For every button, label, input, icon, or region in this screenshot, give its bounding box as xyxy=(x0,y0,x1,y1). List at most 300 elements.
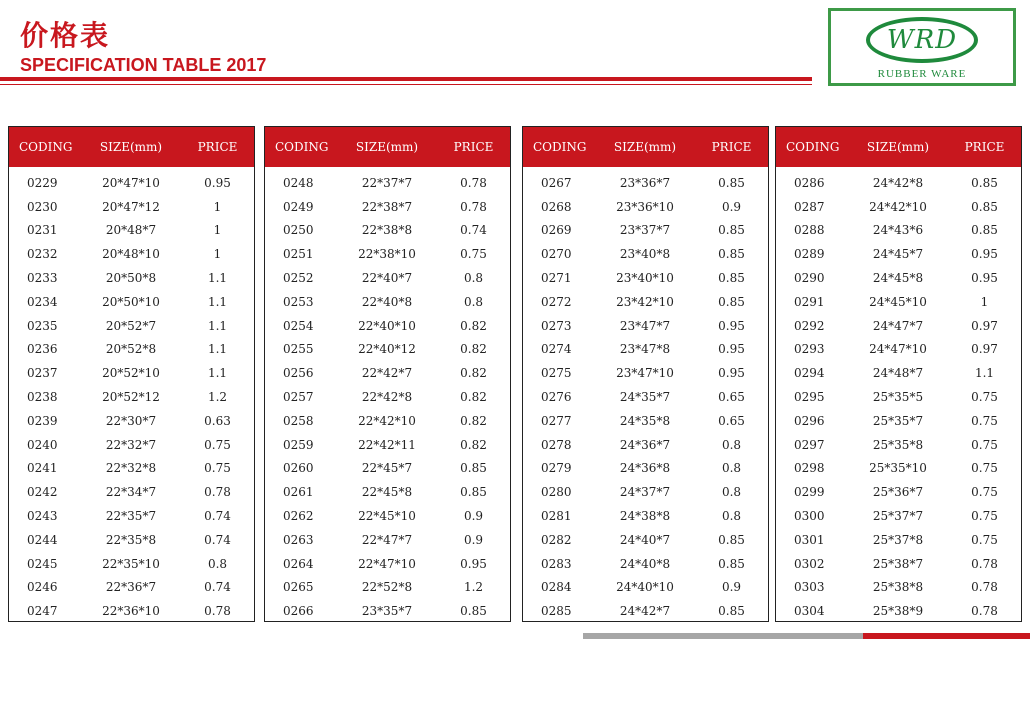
price-cell: 0.75 xyxy=(971,485,998,500)
price-cell: 0.82 xyxy=(460,366,487,381)
price-cell: 0.85 xyxy=(718,556,745,571)
size-cell: 24*48*7 xyxy=(872,366,924,381)
size-cell: 24*45*8 xyxy=(872,271,924,286)
size-cell: 22*47*10 xyxy=(358,556,416,571)
table-row xyxy=(776,266,1021,290)
price-cell: 0.85 xyxy=(718,223,745,238)
coding-cell: 0256 xyxy=(283,366,314,381)
price-cell: 0.85 xyxy=(718,532,745,547)
size-cell: 20*47*10 xyxy=(102,175,160,190)
column-header-price: PRICE xyxy=(964,140,1005,154)
price-table-4 xyxy=(775,126,1022,622)
price-cell: 0.85 xyxy=(460,604,487,619)
price-cell: 0.78 xyxy=(971,580,998,595)
table-row xyxy=(265,338,510,362)
footer-bar-gray xyxy=(583,633,863,639)
size-cell: 24*36*7 xyxy=(619,437,671,452)
price-cell: 0.75 xyxy=(204,437,231,452)
price-cell: 0.8 xyxy=(721,485,742,500)
table-row xyxy=(265,361,510,385)
size-cell: 23*36*7 xyxy=(619,175,671,190)
price-cell: 0.65 xyxy=(718,413,745,428)
price-cell: 0.8 xyxy=(207,556,228,571)
size-cell: 23*47*8 xyxy=(619,342,671,357)
coding-cell: 0283 xyxy=(541,556,572,571)
coding-cell: 0246 xyxy=(27,580,58,595)
size-cell: 22*40*7 xyxy=(361,271,413,286)
size-cell: 22*34*7 xyxy=(105,485,157,500)
table-row xyxy=(776,409,1021,433)
column-header-size: SIZE(mm) xyxy=(613,140,677,154)
logo-mark: WRD xyxy=(886,25,958,55)
price-cell: 0.95 xyxy=(204,175,231,190)
table-row xyxy=(265,266,510,290)
table-row xyxy=(523,385,768,409)
size-cell: 24*40*8 xyxy=(619,556,671,571)
size-cell: 22*45*8 xyxy=(361,485,413,500)
price-cell: 0.78 xyxy=(204,485,231,500)
table-row xyxy=(523,242,768,266)
coding-cell: 0245 xyxy=(27,556,58,571)
size-cell: 25*37*7 xyxy=(872,509,924,524)
price-table-1 xyxy=(8,126,255,622)
coding-cell: 0302 xyxy=(794,556,825,571)
price-cell: 1.2 xyxy=(207,390,228,405)
table-row xyxy=(9,457,254,481)
size-cell: 24*42*10 xyxy=(869,199,927,214)
table-row xyxy=(9,219,254,243)
table-row xyxy=(265,409,510,433)
table-row xyxy=(776,195,1021,219)
size-cell: 24*42*7 xyxy=(619,604,671,619)
price-cell: 0.85 xyxy=(971,175,998,190)
table-row xyxy=(523,528,768,552)
price-cell: 1 xyxy=(213,223,222,238)
table-row xyxy=(523,195,768,219)
coding-cell: 0254 xyxy=(283,318,314,333)
size-cell: 25*35*10 xyxy=(869,461,927,476)
coding-cell: 0244 xyxy=(27,532,58,547)
size-cell: 24*35*8 xyxy=(619,413,671,428)
price-table-2 xyxy=(264,126,511,622)
size-cell: 22*38*10 xyxy=(358,247,416,262)
size-cell: 22*37*7 xyxy=(361,175,413,190)
table-row xyxy=(523,480,768,504)
price-cell: 0.78 xyxy=(460,199,487,214)
size-cell: 22*42*11 xyxy=(358,437,416,452)
price-cell: 0.85 xyxy=(718,294,745,309)
table-body xyxy=(523,167,768,623)
price-cell: 0.97 xyxy=(971,342,998,357)
table-row xyxy=(9,433,254,457)
table-row xyxy=(776,171,1021,195)
size-cell: 20*48*10 xyxy=(102,247,160,262)
table-header xyxy=(9,127,254,167)
coding-cell: 0237 xyxy=(27,366,58,381)
column-header-coding: CODING xyxy=(19,140,73,154)
price-cell: 1.1 xyxy=(207,342,228,357)
coding-cell: 0238 xyxy=(27,390,58,405)
table-row xyxy=(776,504,1021,528)
size-cell: 24*35*7 xyxy=(619,390,671,405)
price-cell: 1 xyxy=(980,294,989,309)
price-cell: 0.82 xyxy=(460,390,487,405)
coding-cell: 0301 xyxy=(794,532,825,547)
column-header-coding: CODING xyxy=(533,140,587,154)
price-cell: 0.85 xyxy=(460,485,487,500)
logo-subtitle: RUBBER WARE xyxy=(877,68,967,80)
size-cell: 24*40*10 xyxy=(616,580,674,595)
table-row xyxy=(9,576,254,600)
size-cell: 25*35*8 xyxy=(872,437,924,452)
price-cell: 0.97 xyxy=(971,318,998,333)
coding-cell: 0278 xyxy=(541,437,572,452)
table-row xyxy=(523,599,768,623)
price-cell: 0.78 xyxy=(971,604,998,619)
coding-cell: 0273 xyxy=(541,318,572,333)
coding-cell: 0265 xyxy=(283,580,314,595)
size-cell: 22*40*10 xyxy=(358,318,416,333)
price-cell: 0.85 xyxy=(718,271,745,286)
coding-cell: 0289 xyxy=(794,247,825,262)
table-row xyxy=(523,266,768,290)
price-cell: 0.75 xyxy=(971,461,998,476)
size-cell: 22*42*8 xyxy=(361,390,413,405)
size-cell: 20*50*10 xyxy=(102,294,160,309)
table-body xyxy=(9,167,254,623)
price-cell: 0.9 xyxy=(721,199,742,214)
price-cell: 1.1 xyxy=(207,294,228,309)
coding-cell: 0267 xyxy=(541,175,572,190)
price-table-3 xyxy=(522,126,769,622)
price-cell: 0.95 xyxy=(718,342,745,357)
size-cell: 22*42*10 xyxy=(358,413,416,428)
column-header-price: PRICE xyxy=(197,140,238,154)
table-row xyxy=(265,576,510,600)
price-cell: 0.75 xyxy=(971,413,998,428)
column-header-coding: CODING xyxy=(275,140,329,154)
size-cell: 24*47*7 xyxy=(872,318,924,333)
coding-cell: 0266 xyxy=(283,604,314,619)
table-row xyxy=(776,599,1021,623)
size-cell: 25*37*8 xyxy=(872,532,924,547)
table-row xyxy=(776,528,1021,552)
price-cell: 0.78 xyxy=(971,556,998,571)
coding-cell: 0233 xyxy=(27,271,58,286)
coding-cell: 0239 xyxy=(27,413,58,428)
table-row xyxy=(265,171,510,195)
coding-cell: 0248 xyxy=(283,175,314,190)
price-cell: 0.8 xyxy=(721,509,742,524)
logo-oval xyxy=(866,17,978,63)
price-cell: 0.95 xyxy=(460,556,487,571)
size-cell: 22*38*7 xyxy=(361,199,413,214)
header-rule xyxy=(0,77,812,81)
table-header xyxy=(776,127,1021,167)
table-row xyxy=(776,219,1021,243)
coding-cell: 0241 xyxy=(27,461,58,476)
coding-cell: 0268 xyxy=(541,199,572,214)
size-cell: 24*45*7 xyxy=(872,247,924,262)
table-row xyxy=(265,290,510,314)
coding-cell: 0277 xyxy=(541,413,572,428)
table-row xyxy=(9,266,254,290)
size-cell: 22*35*10 xyxy=(102,556,160,571)
table-row xyxy=(776,338,1021,362)
table-row xyxy=(9,385,254,409)
price-cell: 0.95 xyxy=(718,318,745,333)
price-cell: 1.1 xyxy=(207,366,228,381)
coding-cell: 0242 xyxy=(27,485,58,500)
size-cell: 22*38*8 xyxy=(361,223,413,238)
coding-cell: 0279 xyxy=(541,461,572,476)
coding-cell: 0260 xyxy=(283,461,314,476)
price-cell: 0.74 xyxy=(204,509,231,524)
price-cell: 0.85 xyxy=(460,461,487,476)
price-cell: 1.2 xyxy=(463,580,484,595)
table-row xyxy=(9,552,254,576)
table-row xyxy=(523,314,768,338)
coding-cell: 0243 xyxy=(27,509,58,524)
coding-cell: 0230 xyxy=(27,199,58,214)
coding-cell: 0234 xyxy=(27,294,58,309)
column-header-coding: CODING xyxy=(786,140,840,154)
size-cell: 23*47*7 xyxy=(619,318,671,333)
price-cell: 0.8 xyxy=(721,461,742,476)
size-cell: 25*38*9 xyxy=(872,604,924,619)
footer-bar-red xyxy=(863,633,1030,639)
table-row xyxy=(523,433,768,457)
size-cell: 24*40*7 xyxy=(619,532,671,547)
price-cell: 0.78 xyxy=(204,604,231,619)
price-cell: 0.75 xyxy=(971,532,998,547)
table-row xyxy=(523,504,768,528)
coding-cell: 0292 xyxy=(794,318,825,333)
table-row xyxy=(776,552,1021,576)
table-row xyxy=(9,480,254,504)
size-cell: 20*52*12 xyxy=(102,390,160,405)
table-row xyxy=(9,171,254,195)
coding-cell: 0284 xyxy=(541,580,572,595)
price-cell: 0.8 xyxy=(463,271,484,286)
size-cell: 20*50*8 xyxy=(105,271,157,286)
coding-cell: 0255 xyxy=(283,342,314,357)
coding-cell: 0240 xyxy=(27,437,58,452)
size-cell: 23*37*7 xyxy=(619,223,671,238)
coding-cell: 0251 xyxy=(283,247,314,262)
price-cell: 0.63 xyxy=(204,413,231,428)
coding-cell: 0304 xyxy=(794,604,825,619)
size-cell: 20*47*12 xyxy=(102,199,160,214)
coding-cell: 0235 xyxy=(27,318,58,333)
coding-cell: 0263 xyxy=(283,532,314,547)
price-cell: 0.75 xyxy=(971,509,998,524)
coding-cell: 0259 xyxy=(283,437,314,452)
size-cell: 23*36*10 xyxy=(616,199,674,214)
table-row xyxy=(9,361,254,385)
size-cell: 25*38*7 xyxy=(872,556,924,571)
table-row xyxy=(523,219,768,243)
size-cell: 24*47*10 xyxy=(869,342,927,357)
price-cell: 1 xyxy=(213,199,222,214)
table-row xyxy=(265,219,510,243)
price-cell: 0.9 xyxy=(463,509,484,524)
price-cell: 0.75 xyxy=(971,390,998,405)
coding-cell: 0282 xyxy=(541,532,572,547)
size-cell: 25*36*7 xyxy=(872,485,924,500)
table-row xyxy=(776,361,1021,385)
table-row xyxy=(9,195,254,219)
coding-cell: 0285 xyxy=(541,604,572,619)
coding-cell: 0281 xyxy=(541,509,572,524)
size-cell: 22*35*8 xyxy=(105,532,157,547)
coding-cell: 0275 xyxy=(541,366,572,381)
size-cell: 24*43*6 xyxy=(872,223,924,238)
price-cell: 0.95 xyxy=(718,366,745,381)
size-cell: 23*40*10 xyxy=(616,271,674,286)
table-header xyxy=(265,127,510,167)
size-cell: 25*35*7 xyxy=(872,413,924,428)
size-cell: 24*38*8 xyxy=(619,509,671,524)
coding-cell: 0258 xyxy=(283,413,314,428)
table-row xyxy=(9,314,254,338)
size-cell: 25*35*5 xyxy=(872,390,924,405)
size-cell: 20*52*8 xyxy=(105,342,157,357)
price-cell: 0.9 xyxy=(721,580,742,595)
table-row xyxy=(265,242,510,266)
coding-cell: 0231 xyxy=(27,223,58,238)
price-cell: 0.82 xyxy=(460,437,487,452)
coding-cell: 0232 xyxy=(27,247,58,262)
size-cell: 20*48*7 xyxy=(105,223,157,238)
table-row xyxy=(9,338,254,362)
coding-cell: 0261 xyxy=(283,485,314,500)
size-cell: 22*36*7 xyxy=(105,580,157,595)
size-cell: 20*52*10 xyxy=(102,366,160,381)
coding-cell: 0300 xyxy=(794,509,825,524)
table-row xyxy=(523,552,768,576)
coding-cell: 0276 xyxy=(541,390,572,405)
table-row xyxy=(9,409,254,433)
table-header xyxy=(523,127,768,167)
size-cell: 24*36*8 xyxy=(619,461,671,476)
price-cell: 0.74 xyxy=(460,223,487,238)
size-cell: 23*47*10 xyxy=(616,366,674,381)
size-cell: 22*32*8 xyxy=(105,461,157,476)
coding-cell: 0280 xyxy=(541,485,572,500)
size-cell: 24*45*10 xyxy=(869,294,927,309)
header-rule-thin xyxy=(0,84,812,85)
coding-cell: 0291 xyxy=(794,294,825,309)
table-body xyxy=(776,167,1021,623)
table-row xyxy=(523,409,768,433)
table-row xyxy=(9,599,254,623)
size-cell: 22*40*8 xyxy=(361,294,413,309)
size-cell: 22*47*7 xyxy=(361,532,413,547)
column-header-price: PRICE xyxy=(711,140,752,154)
page-subtitle: SPECIFICATION TABLE 2017 xyxy=(20,55,267,75)
column-header-price: PRICE xyxy=(453,140,494,154)
table-row xyxy=(776,480,1021,504)
price-cell: 0.9 xyxy=(463,532,484,547)
size-cell: 22*45*7 xyxy=(361,461,413,476)
price-cell: 0.8 xyxy=(721,437,742,452)
size-cell: 23*42*10 xyxy=(616,294,674,309)
table-body xyxy=(265,167,510,623)
price-cell: 0.95 xyxy=(971,271,998,286)
coding-cell: 0288 xyxy=(794,223,825,238)
price-cell: 0.75 xyxy=(460,247,487,262)
size-cell: 22*45*10 xyxy=(358,509,416,524)
price-cell: 0.85 xyxy=(971,223,998,238)
price-cell: 1 xyxy=(213,247,222,262)
price-cell: 0.75 xyxy=(204,461,231,476)
size-cell: 24*37*7 xyxy=(619,485,671,500)
table-row xyxy=(265,195,510,219)
coding-cell: 0287 xyxy=(794,199,825,214)
price-cell: 0.85 xyxy=(718,175,745,190)
table-row xyxy=(265,385,510,409)
coding-cell: 0257 xyxy=(283,390,314,405)
size-cell: 20*52*7 xyxy=(105,318,157,333)
table-row xyxy=(265,504,510,528)
table-row xyxy=(9,528,254,552)
coding-cell: 0247 xyxy=(27,604,58,619)
table-row xyxy=(523,361,768,385)
table-row xyxy=(523,290,768,314)
table-row xyxy=(523,338,768,362)
coding-cell: 0299 xyxy=(794,485,825,500)
column-header-size: SIZE(mm) xyxy=(355,140,419,154)
table-row xyxy=(776,457,1021,481)
size-cell: 22*42*7 xyxy=(361,366,413,381)
table-row xyxy=(776,385,1021,409)
coding-cell: 0236 xyxy=(27,342,58,357)
price-cell: 0.65 xyxy=(718,390,745,405)
table-row xyxy=(9,242,254,266)
price-cell: 0.82 xyxy=(460,342,487,357)
price-cell: 0.85 xyxy=(971,199,998,214)
coding-cell: 0293 xyxy=(794,342,825,357)
coding-cell: 0271 xyxy=(541,271,572,286)
price-cell: 0.82 xyxy=(460,318,487,333)
table-row xyxy=(9,504,254,528)
table-row xyxy=(776,433,1021,457)
coding-cell: 0297 xyxy=(794,437,825,452)
coding-cell: 0253 xyxy=(283,294,314,309)
table-row xyxy=(9,290,254,314)
table-row xyxy=(265,528,510,552)
size-cell: 22*30*7 xyxy=(105,413,157,428)
table-row xyxy=(523,457,768,481)
price-cell: 1.1 xyxy=(207,271,228,286)
price-cell: 0.95 xyxy=(971,247,998,262)
price-cell: 0.85 xyxy=(718,604,745,619)
coding-cell: 0274 xyxy=(541,342,572,357)
coding-cell: 0270 xyxy=(541,247,572,262)
coding-cell: 0229 xyxy=(27,175,58,190)
coding-cell: 0252 xyxy=(283,271,314,286)
coding-cell: 0303 xyxy=(794,580,825,595)
coding-cell: 0295 xyxy=(794,390,825,405)
size-cell: 24*42*8 xyxy=(872,175,924,190)
size-cell: 22*35*7 xyxy=(105,509,157,524)
table-row xyxy=(776,576,1021,600)
size-cell: 22*32*7 xyxy=(105,437,157,452)
table-row xyxy=(776,242,1021,266)
size-cell: 22*40*12 xyxy=(358,342,416,357)
size-cell: 23*40*8 xyxy=(619,247,671,262)
